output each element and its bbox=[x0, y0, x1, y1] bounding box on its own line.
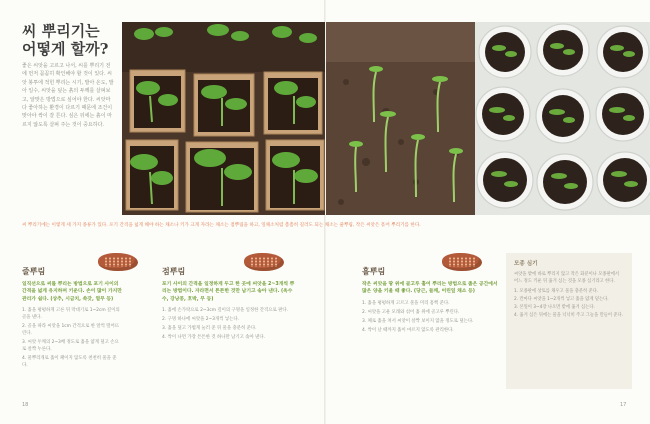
method-lead: 일직선으로 씨를 뿌리는 방법으로 포기 사이의 간격을 넓게 유지하며 키운다. 손이 많이 가지만 관리가 쉽다. (상추, 시금치, 쑥갓, 열무 등) bbox=[22, 282, 122, 302]
seed-tray-illustration bbox=[442, 253, 482, 271]
seed-tray-illustration bbox=[98, 253, 138, 271]
method-steps bbox=[362, 300, 500, 334]
tip-item: 3. 본잎이 3~4장 나오면 밭에 옮겨 심는다. bbox=[514, 305, 595, 310]
method-lead: 포기 사이의 간격을 일정하게 두고 한 곳에 씨앗을 2~3개씩 뿌리는 방법이다. 자라면서 튼튼한 것만 남기고 솎아 낸다. (옥수수, 강낭콩, 호박, 무 등) bbox=[162, 282, 295, 302]
photo-caption: 씨 뿌리기에는 이렇게 세 가지 종류가 있다. 포기 간격을 넓게 해야 하는 채소나 키가 크게 자라는 채소는 점뿌림을 하고, 잎채소처럼 촘촘히 길러도 되는 채소는 줄뿌림, 작은 씨앗은 흩어 뿌리기를 한다. bbox=[22, 223, 421, 228]
tip-body: 씨앗을 밭에 바로 뿌리지 않고 작은 화분이나 모종판에서 어느 정도 키운 뒤 옮겨 심는 것을 모종 심기라고 한다. bbox=[514, 272, 620, 284]
method-step: 3. 흙을 덮고 가볍게 눌러 준 뒤 물을 충분히 준다. bbox=[162, 326, 257, 332]
method-step: 4. 싹이 날 때까지 흙이 마르지 않도록 관리한다. bbox=[362, 327, 454, 333]
title-line-2: 어떻게 할까? bbox=[22, 40, 109, 58]
method-broadcast-sowing bbox=[362, 253, 500, 336]
method-title: 줄뿌림 bbox=[22, 266, 46, 276]
page-title bbox=[22, 22, 112, 58]
method-title: 흩뿌림 bbox=[362, 266, 386, 276]
method-title: 점뿌림 bbox=[162, 266, 186, 276]
method-spot-sowing bbox=[162, 253, 298, 343]
method-step: 2. 씨앗을 고운 모래와 섞어 흙 위에 골고루 뿌린다. bbox=[362, 309, 460, 315]
method-lead: 작은 씨앗을 땅 위에 골고루 흩어 뿌리는 방법으로 좁은 공간에서 많은 양을 키울 때 좋다. (당근, 들깨, 어린잎 채소 등) bbox=[362, 282, 498, 295]
soil-sprouts-photo bbox=[326, 22, 475, 215]
seed-tray-illustration bbox=[244, 253, 284, 271]
method-step: 1. 흙에 손가락으로 2~3cm 깊이의 구멍을 일정한 간격으로 판다. bbox=[162, 308, 289, 314]
tip-list bbox=[514, 288, 624, 319]
method-step: 1. 흙을 평평하게 고른 뒤 막대기로 1~2cm 깊이의 골을 낸다. bbox=[22, 308, 120, 321]
tip-item: 1. 모종판에 상토를 채우고 물을 충분히 준다. bbox=[514, 289, 599, 294]
tip-item: 4. 옮겨 심은 뒤에는 물을 넉넉히 주고 그늘을 만들어 준다. bbox=[514, 313, 624, 318]
method-step: 3. 체로 흙을 쳐서 씨앗이 살짝 보이지 않을 정도로 덮는다. bbox=[362, 318, 474, 324]
page-number-left: 18 bbox=[22, 402, 29, 408]
method-step: 1. 흙을 평평하게 고르고 물을 미리 흠뻑 준다. bbox=[362, 300, 450, 306]
method-row-sowing bbox=[22, 253, 122, 371]
method-step: 4. 물뿌리개로 흙이 패이지 않도록 천천히 물을 준다. bbox=[22, 356, 117, 369]
tip-box bbox=[506, 253, 632, 389]
method-steps bbox=[162, 307, 298, 341]
page-number-right: 17 bbox=[620, 402, 627, 408]
seedling-pots-photo bbox=[122, 22, 325, 215]
tip-title: 모종 심기 bbox=[514, 261, 538, 267]
intro-paragraph: 좋은 씨앗을 고르고 나서, 씨를 뿌리기 전에 먼저 꼼꼼히 확인해야 할 것이 있다. 씨앗 봉투에 적힌 뿌리는 시기, 발아 온도, 발아 일수, 씨앗을 덮는 흙의 두께를 살펴보고, 알맞은 방법으로 심어야 한다. 씨앗마다 좋아하는 환경이 다르기 때문에 조건이 맞아야 싹이 잘 튼다. 심은 뒤에는 흙이 마르지 않도록 살펴 주는 것이 중요하다. bbox=[22, 63, 114, 128]
method-step: 4. 싹이 나면 가장 튼튼한 것 하나만 남기고 솎아 낸다. bbox=[162, 335, 265, 341]
cup-seedlings-photo bbox=[475, 22, 650, 215]
tip-item: 2. 칸마다 씨앗을 1~2개씩 넣고 흙을 얇게 덮는다. bbox=[514, 297, 609, 302]
title-line-1: 씨 뿌리기는 bbox=[22, 22, 100, 40]
method-step: 2. 골을 따라 씨앗을 1cm 간격으로 한 알씩 떨어뜨린다. bbox=[22, 324, 119, 337]
method-steps bbox=[22, 307, 122, 369]
method-step: 3. 씨앗 두께의 2~3배 정도로 흙을 얇게 덮고 손으로 살짝 누른다. bbox=[22, 340, 119, 353]
method-step: 2. 구멍 하나에 씨앗을 2~3개씩 넣는다. bbox=[162, 317, 239, 323]
